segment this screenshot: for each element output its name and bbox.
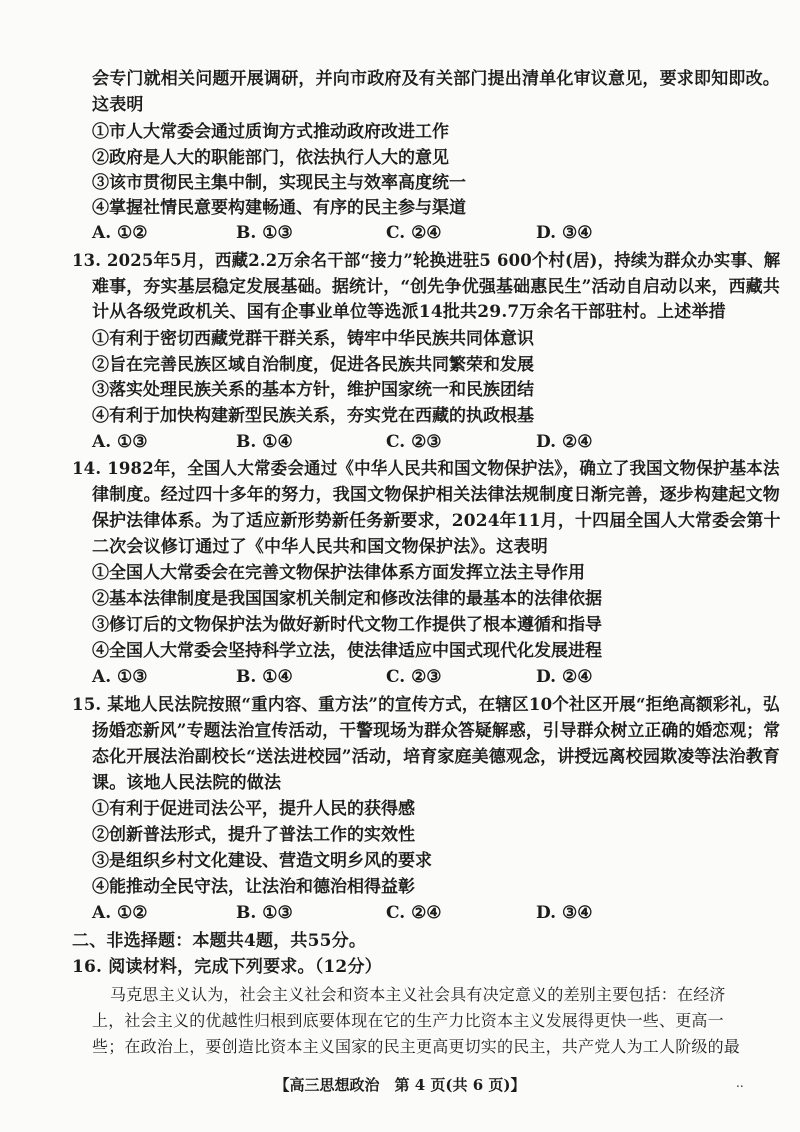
q14-line-4: 二次会议修订通过了《中华人民共和国文物保护法》。这表明 [92, 537, 548, 557]
q14-option-2: ②基本法律制度是我国国家机关制定和修改法律的最基本的法律依据 [92, 589, 602, 609]
section-heading: 二、非选择题：本题共4题，共55分。 [72, 931, 367, 951]
q13-choice-d: D. ②④ [536, 432, 593, 452]
q13-line-2: 难事，夯实基层稳定发展基础。据统计，“创先争优强基础惠民生”活动自启动以来，西藏共 [92, 277, 781, 297]
q15-option-4: ④能推动全民守法，让法治和德治相得益彰 [92, 877, 415, 897]
q13-line-3: 计从各级党政机关、国有企事业单位等选派14批共29.7万余名干部驻村。上述举措 [92, 302, 726, 322]
q15-line-2: 扬婚恋新风”专题法治宣传活动，干警现场为群众答疑解惑，引导群众树立正确的婚恋观；常 [92, 721, 781, 741]
q13-line-1: 13. 2025年5月，西藏2.2万余名干部“接力”轮换进驻5 600个村(居)，持续为群众办实事、解 [72, 251, 781, 271]
q15-choice-d: D. ③④ [536, 903, 593, 923]
q13-option-3: ③落实处理民族关系的基本方针，维护国家统一和民族团结 [92, 380, 534, 400]
q12-option-3: ③该市贯彻民主集中制，实现民主与效率高度统一 [92, 173, 466, 193]
q14-line-1: 14. 1982年，全国人大常委会通过《中华人民共和国文物保护法》，确立了我国文物保护基本法 [72, 459, 780, 479]
q12-choice-b: B. ①③ [236, 223, 293, 243]
q12-option-2: ②政府是人大的职能部门，依法执行人大的意见 [92, 148, 449, 168]
q14-line-2: 律制度。经过四十多年的努力，我国文物保护相关法律法规制度日渐完善，逐步构建起文物 [92, 485, 780, 505]
q13-option-1: ①有利于密切西藏党群干群关系，铸牢中华民族共同体意识 [92, 329, 534, 349]
q16-stem: 16. 阅读材料，完成下列要求。（12分） [72, 957, 382, 977]
q14-choice-b: B. ①④ [236, 667, 293, 687]
q13-choice-c: C. ②③ [386, 432, 442, 452]
q15-option-2: ②创新普法形式，提升了普法工作的实效性 [92, 825, 415, 845]
q15-choice-b: B. ①③ [236, 903, 293, 923]
q14-choice-d: D. ②④ [536, 667, 593, 687]
q15-line-4: 课。该地人民法院的做法 [92, 773, 282, 793]
q13-option-4: ④有利于加快构建新型民族关系，夯实党在西藏的执政根基 [92, 406, 534, 426]
q12-choice-a: A. ①② [92, 223, 148, 243]
q15-choice-a: A. ①② [92, 903, 148, 923]
q13-option-2: ②旨在完善民族区域自治制度，促进各民族共同繁荣和发展 [92, 355, 534, 375]
q14-choice-a: A. ①③ [92, 667, 148, 687]
q14-option-1: ①全国人大常委会在完善文物保护法律体系方面发挥立法主导作用 [92, 563, 585, 583]
page-footer: 【高三思想政治 第 4 页(共 6 页)】 [274, 1076, 526, 1094]
q13-choice-b: B. ①④ [236, 432, 293, 452]
q12-choice-c: C. ②④ [386, 223, 442, 243]
q14-option-4: ④全国人大常委会坚持科学立法，使法律适应中国式现代化发展进程 [92, 641, 602, 661]
q15-choice-c: C. ②④ [386, 903, 442, 923]
q14-line-3: 保护法律体系。为了适应新形势新任务新要求，2024年11月，十四届全国人大常委会第十 [92, 511, 781, 531]
q15-option-1: ①有利于促进司法公平，提升人民的获得感 [92, 799, 415, 819]
q15-line-1: 15. 某地人民法院按照“重内容、重方法”的宣传方式，在辖区10个社区开展“拒绝高额彩礼，弘 [72, 695, 780, 715]
q12-choice-d: D. ③④ [536, 223, 593, 243]
q14-choice-c: C. ②③ [386, 667, 442, 687]
q13-choice-a: A. ①③ [92, 432, 148, 452]
q15-line-3: 态化开展法治副校长“送法进校园”活动，培育家庭美德观念，讲授远离校园欺凌等法治教育 [92, 747, 781, 767]
q12-line-1: 会专门就相关问题开展调研，并向市政府及有关部门提出清单化审议意见，要求即知即改。 [92, 69, 780, 89]
q12-option-4: ④掌握社情民意要构建畅通、有序的民主参与渠道 [92, 198, 466, 218]
q16-material-line-2: 上，社会主义的优越性归根到底要体现在它的生产力比资本主义发展得更快一些、更高一 [92, 1011, 724, 1030]
q12-option-1: ①市人大常委会通过质询方式推动政府改进工作 [92, 122, 449, 142]
q16-material-line-1: 马克思主义认为，社会主义社会和资本主义社会具有决定意义的差别主要包括：在经济 [110, 985, 726, 1004]
footer-mark: .. [736, 1076, 744, 1090]
q15-option-3: ③是组织乡村文化建设、营造文明乡风的要求 [92, 851, 432, 871]
q16-material-line-3: 些；在政治上，要创造比资本主义国家的民主更高更切实的民主，共产党人为工人阶级的最 [92, 1037, 741, 1056]
q14-option-3: ③修订后的文物保护法为做好新时代文物工作提供了根本遵循和指导 [92, 615, 602, 635]
q12-line-2: 这表明 [92, 95, 144, 115]
